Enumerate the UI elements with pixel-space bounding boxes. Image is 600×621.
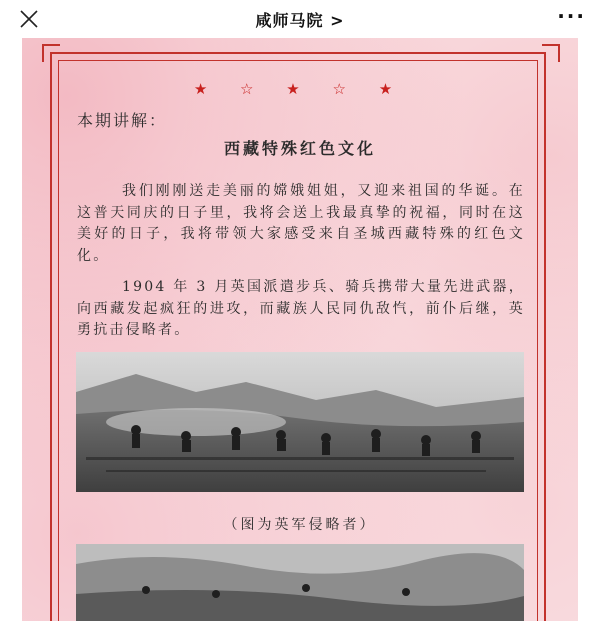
intro-label: 本期讲解： (77, 111, 168, 130)
topic-title: 西藏特殊红色文化 (223, 139, 376, 158)
photo-caption: （图为英军侵略者） (223, 517, 377, 533)
paragraph-intro: 我们刚刚送走美丽的嫦娥姐姐，又迎来祖国的华诞。在这普天同庆的日子里，我将会送上我最真挚的祝福，同时在这美好的日子，我将带领大家感受来自圣城西藏特殊的红色文化。 (77, 183, 525, 264)
article-poster (22, 38, 578, 621)
frame-corner (542, 44, 560, 62)
close-button[interactable] (16, 6, 42, 32)
close-icon (18, 8, 40, 30)
frame-corner (42, 44, 60, 62)
paragraph-history: 1904 年 3 月英国派遣步兵、骑兵携带大量先进武器，向西藏发起疯狂的进攻，而藏族人民同仇敌忾，前仆后继，英勇抗击侵略者。 (77, 279, 525, 338)
stars-decoration: ★ ☆ ★ ☆ ★ (193, 80, 407, 98)
battlefield-photo-illustration (76, 352, 524, 492)
account-title-link[interactable]: 咸师马院 > (255, 10, 345, 30)
historical-photo-british-troops (76, 352, 524, 492)
historical-photo-second (76, 544, 524, 621)
top-navigation-bar (0, 0, 600, 38)
more-options-button[interactable]: ··· (557, 4, 586, 28)
battlefield-photo-illustration-2 (76, 544, 524, 621)
